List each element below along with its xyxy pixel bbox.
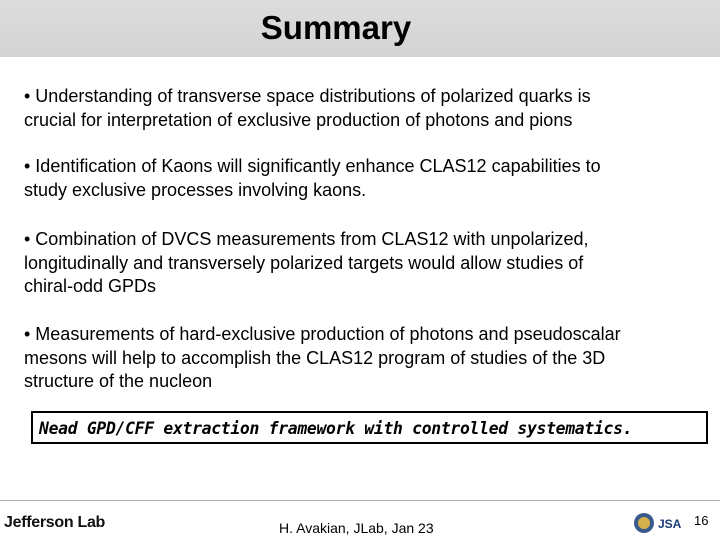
- slide-title: Summary: [260, 9, 412, 46]
- bullet-1: • Understanding of transverse space distributions of polarized quarks is crucial for interpretation of exclusive production of photons and pions: [24, 86, 591, 130]
- title-bar: [0, 0, 720, 57]
- sponsor-seals: [634, 510, 694, 536]
- footer-divider: [0, 500, 720, 501]
- doe-seal-center: [638, 517, 650, 529]
- jsa-seal-text: JSA: [658, 517, 682, 531]
- bullet-4: • Measurements of hard-exclusive production of photons and pseudoscalar mesons will help to accomplish the CLAS12 program of studies of the 3D structure of the nucleon: [24, 324, 621, 391]
- callout-text: Nead GPD/CFF extraction framework with controlled systematics.: [39, 419, 633, 438]
- page-number: 16: [694, 513, 709, 528]
- footer-credit: H. Avakian, JLab, Jan 23: [279, 520, 434, 536]
- callout-box: [31, 411, 708, 444]
- bullet-3: • Combination of DVCS measurements from CLAS12 with unpolarized, longitudinally and transversely polarized targets would allow studies of chiral-odd GPDs: [24, 229, 589, 296]
- jefferson-lab-logo: [4, 514, 105, 532]
- logo-text: Jefferson Lab: [4, 514, 106, 531]
- bullet-2: • Identification of Kaons will significantly enhance CLAS12 capabilities to study exclusive processes involving kaons.: [24, 156, 601, 200]
